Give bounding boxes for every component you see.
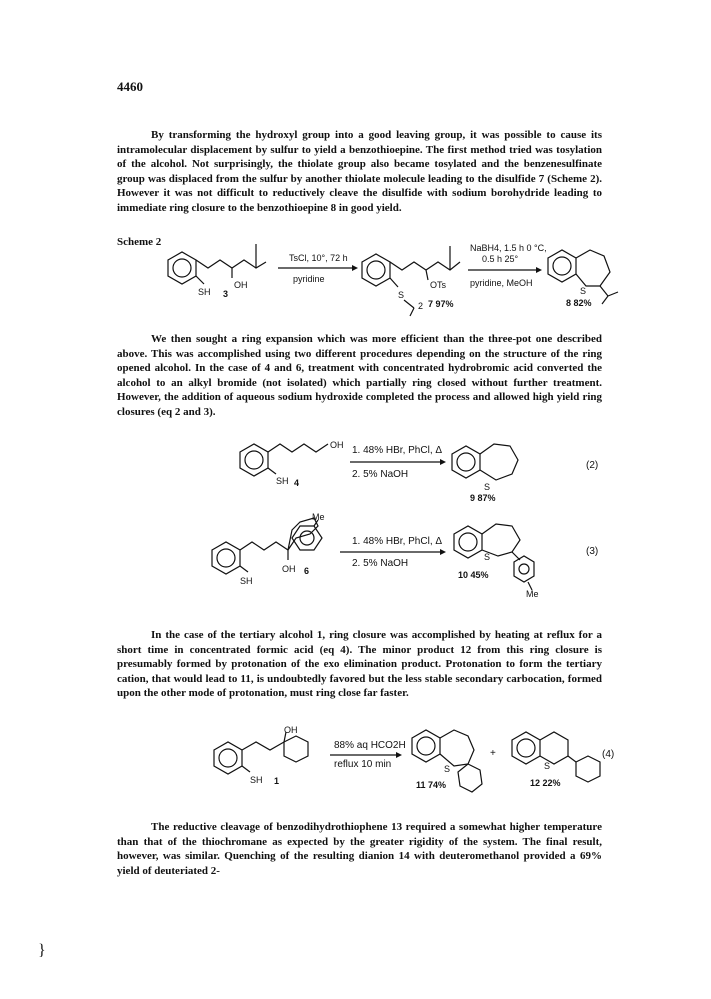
compound-1-structure: [214, 725, 308, 786]
paragraph-4-text: The reductive cleavage of benzodihydrothiophene 13 required a somewhat higher temperature than that of the thiochromane as expected by the greater rigidity of the system. The final result, however, was similar. Quenching of the resulting dianion 14 with deuteromethanol provided a 69% yield of deuteriated 2-: [117, 821, 602, 877]
compound-4-sh: SH: [276, 476, 289, 486]
compound-12-s: S: [544, 761, 551, 771]
eq3-condition-2: 2. 5% NaOH: [352, 558, 409, 569]
eq4-condition-2: reflux 10 min: [334, 759, 392, 770]
compound-1-number: 1: [274, 776, 280, 786]
equation-4-number: (4): [602, 749, 615, 760]
plus-sign: +: [490, 748, 496, 759]
compound-10-label: 10 45%: [458, 570, 489, 580]
compound-10-s: S: [484, 552, 491, 562]
eq2-condition-2: 2. 5% NaOH: [352, 469, 409, 480]
compound-7-label: 7 97%: [428, 299, 454, 309]
page-number: 4460: [117, 79, 143, 94]
compound-7-s: S: [398, 290, 405, 300]
step1-conditions-bottom: pyridine: [293, 274, 325, 284]
compound-11-label: 11 74%: [416, 780, 447, 790]
compound-9-s: S: [484, 482, 491, 492]
compound-11-s: S: [444, 764, 451, 774]
compound-8-s: S: [580, 286, 587, 296]
step1-conditions-top: TsCl, 10°, 72 h: [289, 253, 348, 263]
compound-12-label: 12 22%: [530, 778, 561, 788]
paragraph-2-text: We then sought a ring expansion which was more efficient than the three-pot one described above. This was accomplished using two different procedures depending on the structure of the ring opened alcohol. In the case of 4 and 6, treatment with concentrated hydrobromic acid converted the alcohol to an alkyl bromide (not isolated) which partially ring closed without further treatment. However, the addition of aqueous sodium hydroxide completed the process and allowed high yield ring closures (eq 2 and 3).: [117, 333, 602, 418]
compound-1-oh: OH: [284, 725, 298, 735]
paragraph-3-text: In the case of the tertiary alcohol 1, ring closure was accomplished by heating at reflux for a short time in concentrated formic acid (eq 4). The minor product 12 from this ring closure is presumably formed by protonation of the exo elimination product. Protonation to form the tertiary cation, that would lead to 11, is undoubtedly favored but the less stable secondary carbocation, formed upon the other mode of protonation, must ring close far faster.: [117, 629, 602, 699]
compound-11-structure: [412, 730, 482, 792]
compound-10-me: Me: [526, 589, 539, 599]
compound-9-label: 9 87%: [470, 493, 496, 503]
compound-6-sh: SH: [240, 576, 253, 586]
eq2-condition-1: 1. 48% HBr, PhCl, Δ: [352, 445, 443, 456]
compound-6-me: Me: [312, 512, 325, 522]
eq3-condition-1: 1. 48% HBr, PhCl, Δ: [352, 536, 443, 547]
compound-4-oh: OH: [330, 440, 344, 450]
paragraph-1-text: By transforming the hydroxyl group into a good leaving group, it was possible to cause its intramolecular displacement by sulfur to yield a benzothioepine. The first method tried was tosylation of the alcohol. Not surprisingly, the thiolate group also became tosylated and the benzenesulfinate group was displaced from the sulfur by another thiolate molecule leading to the disulfide 7 (Scheme 2). However it was not difficult to reductively cleave the disulfide with sodium borohydride leading to immediate ring closure to the benzothioepine 8 in good yield.: [117, 129, 602, 214]
scheme-2-label: Scheme 2: [117, 236, 162, 248]
compound-4-number: 4: [294, 478, 300, 488]
compound-6-number: 6: [304, 566, 310, 576]
compound-7-ots: OTs: [430, 280, 447, 290]
eq4-condition-1: 88% aq HCO2H: [334, 740, 406, 751]
step2-conditions-top-2: 0.5 h 25°: [482, 254, 519, 264]
paragraph-4: [117, 820, 602, 878]
compound-6-oh: OH: [282, 564, 296, 574]
compound-7-dimer-2: 2: [418, 301, 424, 311]
step2-conditions-top-1: NaBH4, 1.5 h 0 °C,: [470, 243, 547, 253]
equation-2-number: (2): [586, 460, 599, 471]
step2-conditions-bottom: pyridine, MeOH: [470, 278, 533, 288]
compound-3-number: 3: [223, 289, 229, 299]
compound-3-oh: OH: [234, 280, 248, 290]
compound-8-label: 8 82%: [566, 298, 592, 308]
equation-3-number: (3): [586, 546, 599, 557]
compound-3-sh: SH: [198, 287, 211, 297]
compound-1-sh: SH: [250, 775, 263, 785]
compound-12-structure: [512, 732, 600, 788]
margin-mark: }: [38, 942, 46, 959]
